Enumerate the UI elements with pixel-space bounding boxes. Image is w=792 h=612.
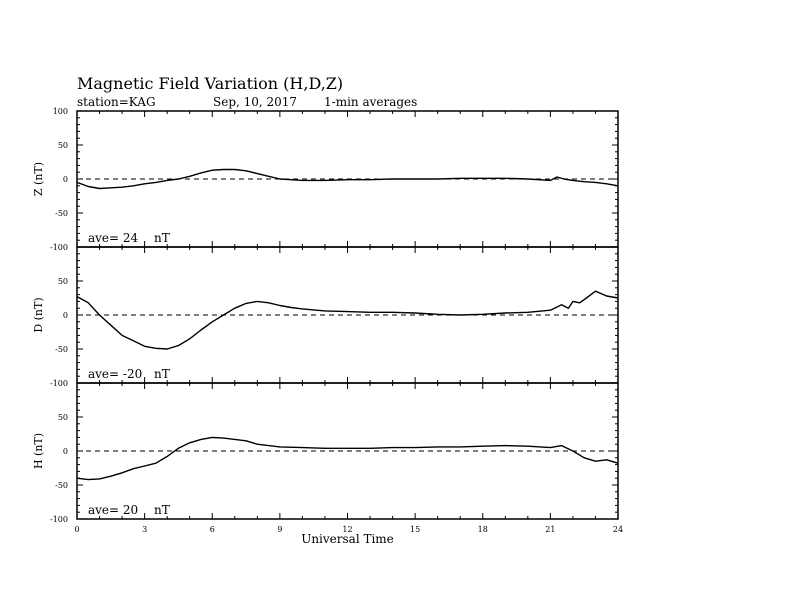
series-line-h [77, 437, 618, 479]
ave-label-z: ave= 24 [88, 231, 139, 245]
y-tick-label-h: -100 [50, 515, 68, 524]
y-axis-label-z: Z (nT) [32, 161, 45, 197]
x-tick-label: 6 [209, 525, 215, 534]
y-tick-label-d: 50 [57, 277, 68, 286]
ave-label-h: ave= 20 [88, 503, 139, 517]
ave-unit-z: nT [154, 231, 170, 245]
x-tick-label: 21 [545, 525, 556, 534]
y-axis-label-d: D (nT) [32, 297, 45, 333]
x-tick-label: 18 [477, 525, 488, 534]
x-axis-label: Universal Time [301, 532, 394, 546]
x-tick-label: 9 [277, 525, 283, 534]
x-tick-label: 12 [342, 525, 353, 534]
y-tick-label-z: -100 [50, 243, 68, 252]
y-tick-label-z: 50 [57, 141, 68, 150]
y-tick-label-h: 0 [62, 447, 68, 456]
x-tick-label: 24 [612, 525, 624, 534]
chart-title: Magnetic Field Variation (H,D,Z) [77, 74, 344, 93]
y-tick-label-z: 0 [62, 175, 68, 184]
ave-unit-d: nT [154, 367, 170, 381]
y-tick-label-z: -50 [55, 209, 68, 218]
date-label: Sep, 10, 2017 [213, 95, 298, 109]
y-tick-label-d: 0 [62, 311, 68, 320]
y-tick-label-d: -50 [55, 345, 68, 354]
y-tick-label-d: -100 [50, 379, 68, 388]
y-tick-label-z: 100 [52, 107, 68, 116]
x-tick-label: 0 [74, 525, 80, 534]
ave-label-d: ave= -20 [88, 367, 143, 381]
ave-unit-h: nT [154, 503, 170, 517]
averaging-label: 1-min averages [324, 95, 418, 109]
station-label: station=KAG [77, 95, 156, 109]
y-tick-label-h: 50 [57, 413, 68, 422]
series-line-d [77, 291, 618, 349]
x-tick-label: 3 [142, 525, 148, 534]
x-tick-label: 15 [410, 525, 421, 534]
y-axis-label-h: H (nT) [32, 432, 45, 470]
y-tick-label-h: -50 [55, 481, 68, 490]
